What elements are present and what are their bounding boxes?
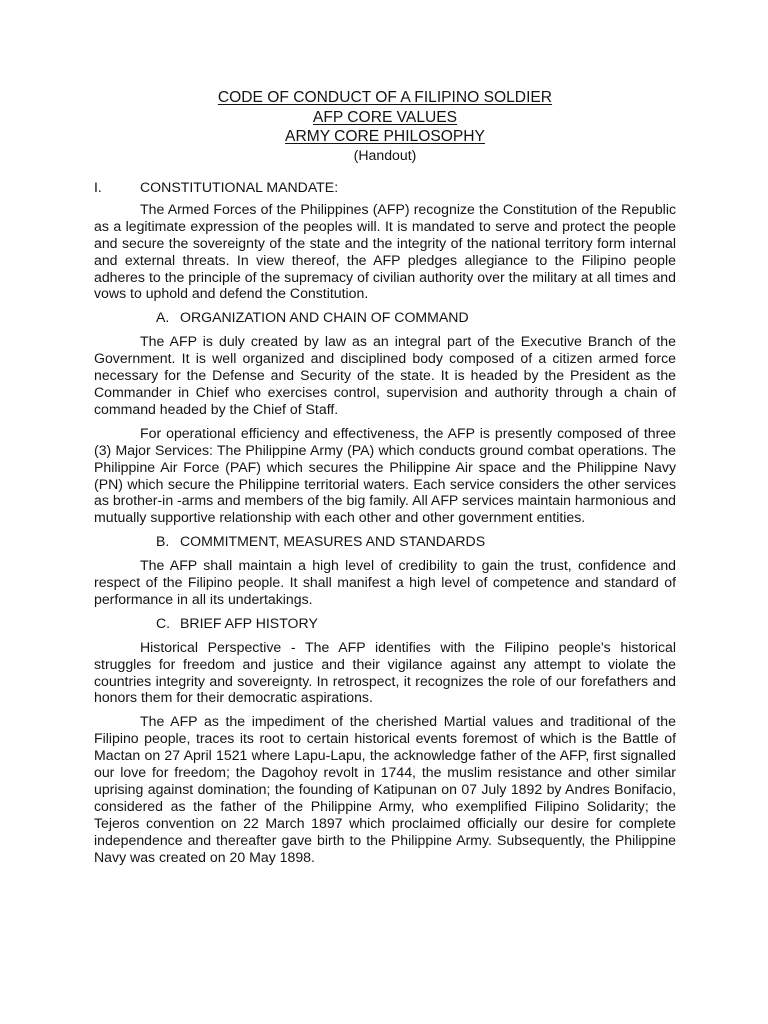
subsection-title: BRIEF AFP HISTORY — [180, 614, 318, 631]
subsection-heading-b — [156, 533, 676, 550]
paragraph-organization: The AFP is duly created by law as an integral part of the Executive Branch of the Government. It is well organized and disciplined body composed of a citizen armed force necessary for the Defense and Security of the state. It is headed by the President as the Commander in Chief who exercises control, supervision and authority through a chain of command headed by the Chief of Staff. — [94, 333, 676, 417]
paragraph-afp-roots: The AFP as the impediment of the cherished Martial values and traditional of the Filipino people, traces its root to certain historical events foremost of which is the Battle of Mactan on 27 April 1521 where Lapu-Lapu, the acknowledge father of the AFP, first signalled our love for freedom; the Dagohoy revolt in 1744, the muslim resistance and other similar uprising against domination; the founding of Katipunan on 07 July 1892 by Andres Bonifacio, considered as the father of the Philippine Army, who exemplified Filipino Solidarity; the Tejeros convention on 22 March 1897 which proclaimed officially our desire for complete independence and thereafter gave birth to the Philippine Army. Subsequently, the Philippine Navy was created on 20 May 1898. — [94, 713, 676, 865]
subsection-title: COMMITMENT, MEASURES AND STANDARDS — [180, 533, 486, 550]
paragraph-historical-perspective: Historical Perspective - The AFP identifies with the Filipino people's historical struggles for freedom and justice and their vigilance against any attempt to violate the countries integrity and sovereignty. In retrospect, it recognizes the role of our forefathers and honors them for their democratic aspirations. — [94, 638, 676, 706]
subtitle-handout: (Handout) — [353, 146, 417, 163]
paragraph-commitment: The AFP shall maintain a high level of credibility to gain the trust, confidence and respect of the Filipino people. It shall manifest a high level of competence and standard of performance in all its undertakings. — [94, 557, 676, 607]
section-number: I. — [94, 179, 102, 195]
subsection-heading-c — [156, 615, 676, 632]
subsection-letter: A. — [156, 309, 170, 326]
section-title: CONSTITUTIONAL MANDATE: — [140, 179, 339, 195]
title-afp-core-values: AFP CORE VALUES — [312, 108, 458, 126]
document-header — [94, 88, 676, 163]
title-army-core-philosophy: ARMY CORE PHILOSOPHY — [285, 128, 485, 145]
title-code-of-conduct: CODE OF CONDUCT OF A FILIPINO SOLDIER — [217, 89, 553, 106]
paragraph-constitutional-mandate: The Armed Forces of the Philippines (AFP) recognize the Constitution of the Republic as a legitimate expression of the peoples will. It is mandated to serve and protect the people and secure the sovereignty of the state and the integrity of the national territory form internal and external threats. In view thereof, the AFP pledges allegiance to the Filipino people adheres to the principle of the supremacy of civilian authority over the military at all times and vows to uphold and defend the Constitution. — [94, 200, 676, 302]
subsection-title: ORGANIZATION AND CHAIN OF COMMAND — [180, 309, 469, 326]
document-page — [94, 88, 676, 866]
section-heading — [94, 179, 676, 196]
subsection-letter: C. — [156, 614, 171, 631]
paragraph-major-services: For operational efficiency and effectiveness, the AFP is presently composed of three (3) Major Services: The Philippine Army (PA) which conducts ground combat operations. The Philippine Air Force (PAF) which secures the Philippine Air space and the Philippine Navy (PN) which secure the Philippine territorial waters. Each service considers the other services as brother-in -arms and members of the big family. All AFP services maintain harmonious and mutually supportive relationship with each other and other government entities. — [94, 424, 676, 526]
subsection-heading-a — [156, 309, 676, 326]
subsection-letter: B. — [156, 533, 170, 550]
